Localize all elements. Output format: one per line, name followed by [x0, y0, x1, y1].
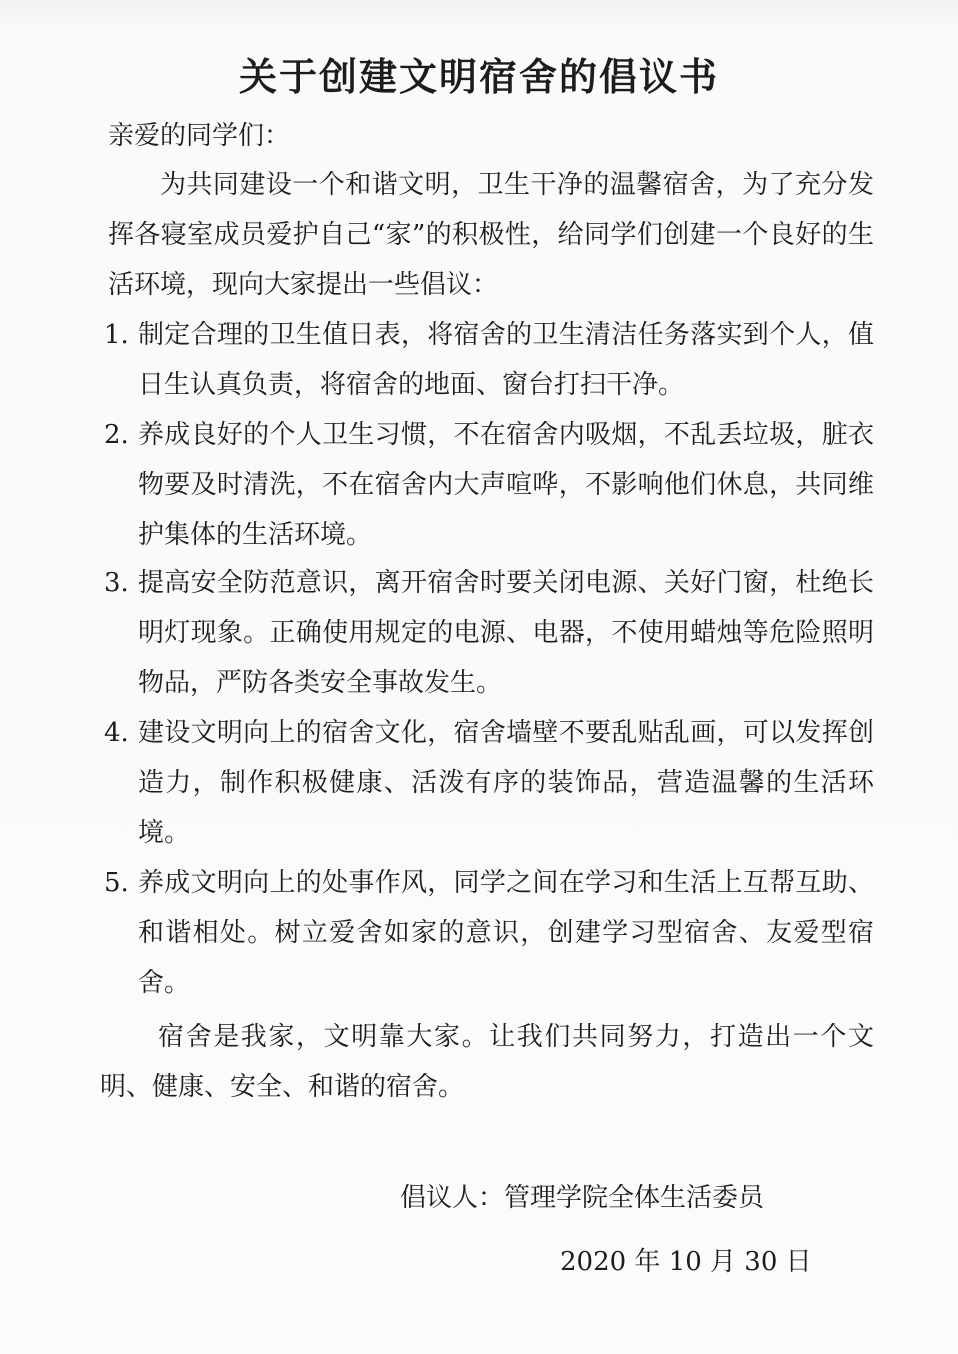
list-item	[104, 708, 874, 858]
intro-paragraph: 为共同建设一个和谐文明，卫生干净的温馨宿舍，为了充分发挥各寝室成员爱护自己“家”的积极性，给同学们创建一个良好的生活环境，现向大家提出一些倡议：	[108, 170, 874, 300]
item-text: 养成文明向上的处事作风，同学之间在学习和生活上互帮互助、和谐相处。树立爱舍如家的意识，创建学习型宿舍、友爱型宿舍。	[138, 868, 874, 998]
item-number: 4.	[104, 718, 129, 748]
item-text: 养成良好的个人卫生习惯，不在宿舍内吸烟，不乱丢垃圾，脏衣物要及时清洗，不在宿舍内大声喧哗，不影响他们休息，共同维护集体的生活环境。	[138, 420, 874, 550]
item-number: 3.	[104, 568, 129, 598]
item-text: 制定合理的卫生值日表，将宿舍的卫生清洁任务落实到个人，值日生认真负责，将宿舍的地面、窗台打扫干净。	[138, 320, 874, 400]
list-item	[104, 310, 874, 410]
item-text: 提高安全防范意识，离开宿舍时要关闭电源、关好门窗，杜绝长明灯现象。正确使用规定的电源、电器，不使用蜡烛等危险照明物品，严防各类安全事故发生。	[138, 568, 874, 698]
item-number: 2.	[104, 420, 129, 450]
document-date: 2020 年 10 月 30 日	[560, 1247, 812, 1277]
document-title: 关于创建文明宿舍的倡议书	[238, 55, 719, 99]
list-item	[104, 858, 874, 1008]
salutation: 亲爱的同学们：	[108, 121, 291, 151]
item-text: 建设文明向上的宿舍文化，宿舍墙壁不要乱贴乱画，可以发挥创造力，制作积极健康、活泼有序的装饰品，营造温馨的生活环境。	[138, 718, 874, 848]
item-number: 5.	[104, 868, 129, 898]
item-number: 1.	[104, 320, 129, 350]
signature: 倡议人：管理学院全体生活委员	[400, 1183, 765, 1213]
list-item	[104, 410, 874, 560]
list-item	[104, 558, 874, 708]
closing-paragraph: 宿舍是我家，文明靠大家。让我们共同努力，打造出一个文明、健康、安全、和谐的宿舍。	[100, 1022, 874, 1102]
